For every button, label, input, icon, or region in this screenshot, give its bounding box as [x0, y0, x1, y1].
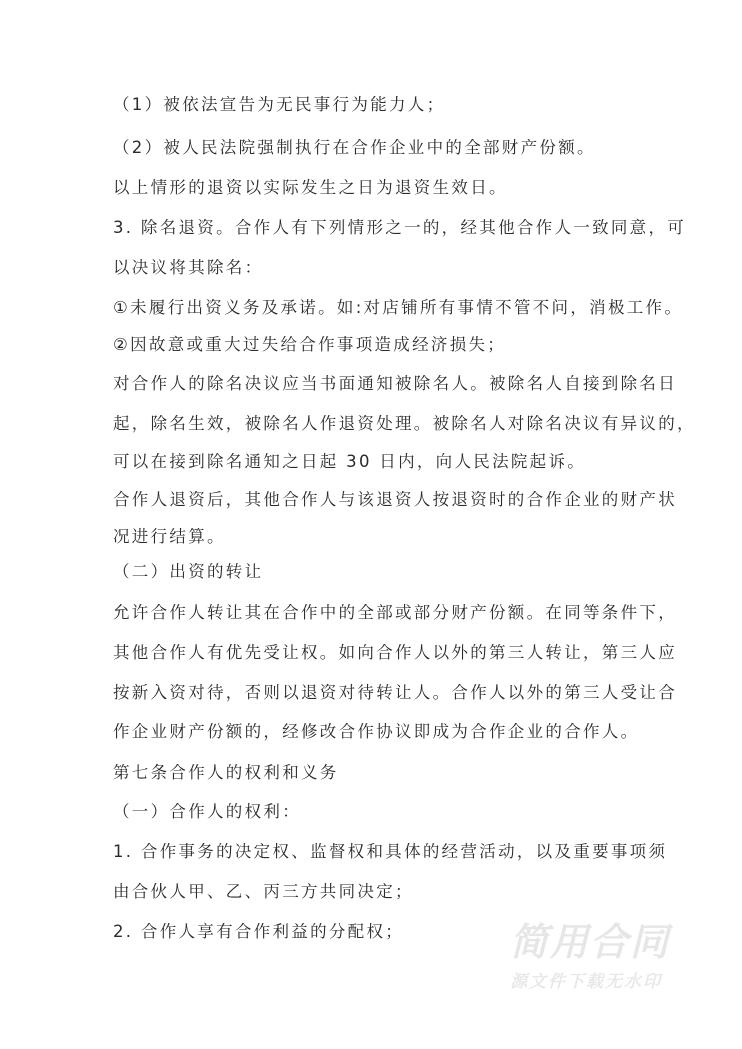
text-line: 以决议将其除名： — [113, 258, 264, 277]
text-line: 对合作人的除名决议应当书面通知被除名人。被除名人自接到除名日 — [113, 374, 677, 393]
text-line: （2）被人民法院强制执行在合作企业中的全部财产份额。 — [113, 138, 596, 157]
text-line: 3. 除名退资。合作人有下列情形之一的，经其他合作人一致同意，可 — [113, 218, 687, 237]
text-line: 1. 合作事务的决定权、监督权和具体的经营活动，以及重要事项须 — [113, 842, 668, 861]
watermark-title: 简用合同 — [510, 920, 671, 964]
text-line: 允许合作人转让其在合作中的全部或部分财产份额。在同等条件下， — [113, 603, 677, 622]
watermark-subtitle: 源文件下载无水印 — [510, 972, 662, 992]
text-line: 以上情形的退资以实际发生之日为退资生效日。 — [113, 178, 508, 197]
article-heading: 第七条合作人的权利和义务 — [113, 763, 339, 782]
text-line: （1）被依法宣告为无民事行为能力人； — [113, 95, 446, 114]
text-line: 起，除名生效，被除名人作退资处理。被除名人对除名决议有异议的， — [113, 414, 696, 433]
text-line: 况进行结算。 — [113, 527, 226, 546]
text-line: 按新入资对待，否则以退资对待转让人。合作人以外的第三人受让合 — [113, 683, 677, 702]
text-line: 可以在接到除名通知之日起 30 日内，向人民法院起诉。 — [113, 452, 587, 471]
text-line: 合作人退资后，其他合作人与该退资人按退资时的合作企业的财产状 — [113, 490, 677, 509]
text-line: ②因故意或重大过失给合作事项造成经济损失； — [113, 335, 507, 354]
section-heading: （一）合作人的权利： — [113, 802, 301, 821]
watermark — [510, 920, 710, 994]
text-line: 2. 合作人享有合作利益的分配权； — [113, 922, 405, 941]
section-heading: （二）出资的转让 — [113, 562, 264, 581]
text-line: 其他合作人有优先受让权。如向合作人以外的第三人转让，第三人应 — [113, 643, 677, 662]
text-line: 作企业财产份额的，经修改合作协议即成为合作企业的合作人。 — [113, 722, 640, 741]
text-line: ①未履行出资义务及承诺。如:对店铺所有事情不管不问，消极工作。 — [113, 298, 684, 317]
text-line: 由合伙人甲、乙、丙三方共同决定； — [113, 882, 414, 901]
